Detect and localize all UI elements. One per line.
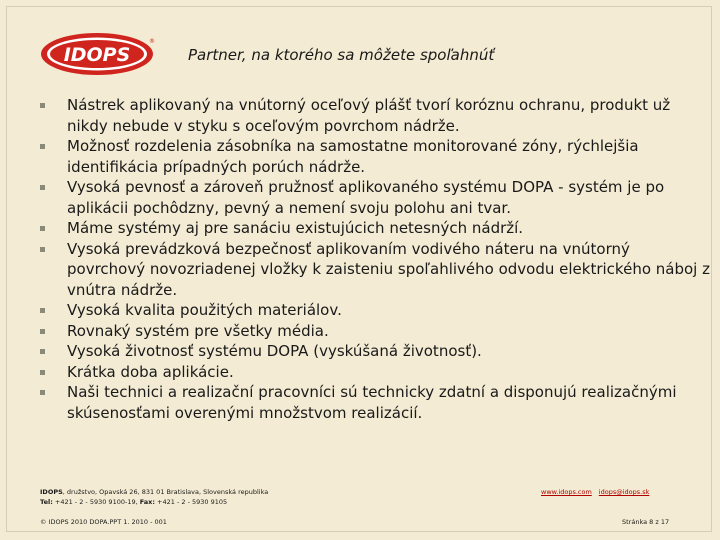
bullet-marker-icon xyxy=(40,349,45,354)
list-item-text: Vysoká pevnosť a zároveň pružnosť aplikovaného systému DOPA - systém je po aplikácii pochôdzny, pevný a nemení svoju polohu ani tvar. xyxy=(67,178,665,217)
list-item-text: Vysoká kvalita použitých materiálov. xyxy=(67,301,342,319)
list-item xyxy=(40,382,710,423)
bullet-marker-icon xyxy=(40,103,45,108)
slide-title: Partner, na ktorého sa môžete spoľahnúť xyxy=(188,46,495,64)
bullet-marker-icon xyxy=(40,247,45,252)
list-item-text: Vysoká životnosť systému DOPA (vyskúšaná životnosť). xyxy=(67,342,482,360)
logo-text: IDOPS xyxy=(63,44,131,66)
list-item xyxy=(40,362,710,383)
footer-copyright: © IDOPS 2010 DOPA.PPT 1. 2010 - 001 xyxy=(40,518,167,526)
list-item xyxy=(40,239,710,301)
list-item xyxy=(40,218,710,239)
footer-phone-label: Tel: xyxy=(40,497,53,506)
footer-phone-line xyxy=(40,498,268,508)
footer-fax: +421 - 2 - 5930 9105 xyxy=(154,497,228,506)
footer-address-line xyxy=(40,488,268,498)
footer-links xyxy=(541,488,656,496)
bullet-marker-icon xyxy=(40,329,45,334)
idops-logo xyxy=(40,31,158,77)
bullet-marker-icon xyxy=(40,308,45,313)
list-item xyxy=(40,321,710,342)
footer-contact xyxy=(40,488,268,507)
footer-address: , družstvo, Opavská 26, 831 01 Bratislava, Slovenská republika xyxy=(62,488,269,496)
footer-phone: +421 - 2 - 5930 9100-19, xyxy=(52,497,140,506)
bullet-marker-icon xyxy=(40,144,45,149)
list-item-text: Vysoká prevádzková bezpečnosť aplikovaním vodivého náteru na vnútorný povrchový novozriadenej vložky k zaisteniu spoľahlivého odvodu elektrického náboj z vnútra nádrže. xyxy=(67,239,710,299)
website-link[interactable]: www.idops.com xyxy=(541,488,592,496)
list-item-text: Rovnaký systém pre všetky média. xyxy=(67,321,329,340)
list-item-text: Máme systémy aj pre sanáciu existujúcich netesných nádrží. xyxy=(67,219,524,237)
list-item xyxy=(40,341,710,362)
bullet-marker-icon xyxy=(40,226,45,231)
list-item-text: Možnosť rozdelenia zásobníka na samostatne monitorované zóny, rýchlejšia identifikácia prípadných porúch nádrže. xyxy=(67,137,639,176)
list-item-text: Krátka doba aplikácie. xyxy=(67,362,234,381)
email-link[interactable]: idops@idops.sk xyxy=(598,488,650,496)
page-number: Stránka 8 z 17 xyxy=(622,518,670,526)
footer-company: IDOPS xyxy=(40,488,63,496)
footer-fax-label: Fax: xyxy=(139,497,155,506)
logo-registered-mark: ® xyxy=(149,38,155,45)
list-item-text: Naši technici a realizační pracovníci sú technicky zdatní a disponujú realizačnými skúsenosťami overenými množstvom realizácií. xyxy=(67,383,677,422)
list-item xyxy=(40,300,710,321)
bullet-list xyxy=(40,95,710,423)
list-item-text: Nástrek aplikovaný na vnútorný oceľový plášť tvorí koróznu ochranu, produkt už nikdy nebude v styku s oceľovým povrchom nádrže. xyxy=(67,96,671,135)
list-item xyxy=(40,177,710,218)
list-item xyxy=(40,95,710,136)
bullet-marker-icon xyxy=(40,185,45,190)
list-item xyxy=(40,136,710,177)
bullet-marker-icon xyxy=(40,370,45,375)
bullet-marker-icon xyxy=(40,390,45,395)
